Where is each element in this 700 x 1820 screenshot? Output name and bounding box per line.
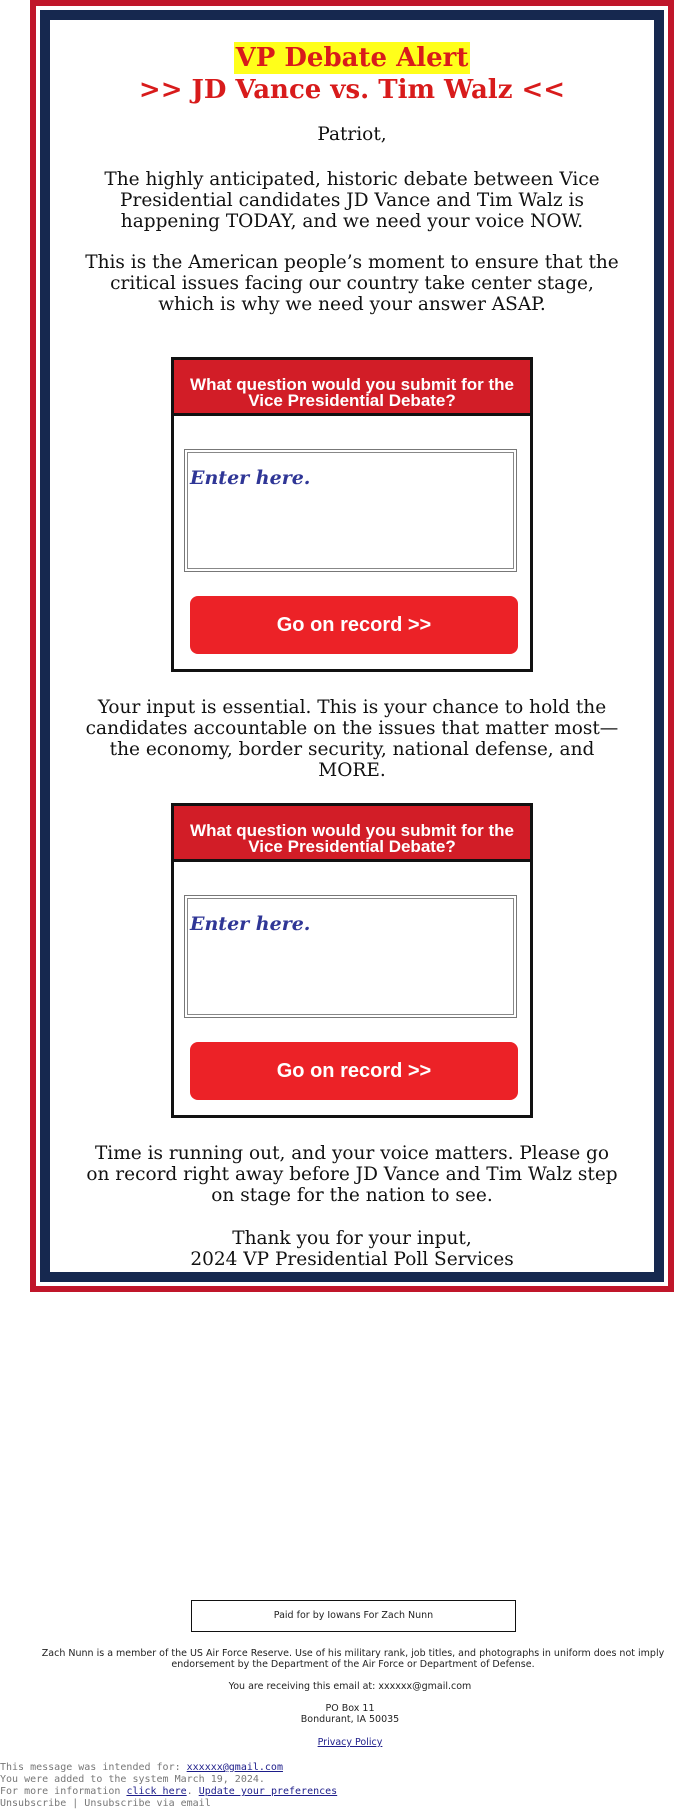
intended-line — [0, 1762, 283, 1774]
added-line: You were added to the system March 19, 2024. — [0, 1774, 265, 1785]
intended-email-link[interactable]: xxxxxx@gmail.com — [186, 1762, 283, 1773]
unsubscribe-link[interactable]: Unsubscribe — [0, 1798, 67, 1809]
intro-paragraph: The highly anticipated, historic debate between Vice Presidential candidates JD Vance and Tim Walz is happening TODAY, and we need your voice NOW. — [104, 169, 600, 232]
input-essential-paragraph: Your input is essential. This is your chance to hold the candidates accountable on the issues that matter most—the economy, border security, national defense, and MORE. — [85, 697, 619, 781]
click-here-link[interactable]: click here — [126, 1786, 187, 1797]
paid-for-disclaimer: Paid for by Iowans For Zach Nunn — [191, 1600, 516, 1632]
go-on-record-button[interactable]: Go on record >> — [190, 1042, 518, 1100]
question-input[interactable] — [184, 895, 517, 1018]
moment-paragraph: This is the American people’s moment to ensure that the critical issues facing our country take center stage, which is why we need your answer ASAP. — [85, 252, 619, 315]
question-heading: What question would you submit for the Vice Presidential Debate? — [174, 360, 530, 416]
unsubscribe-email-link[interactable]: Unsubscribe via email — [84, 1798, 211, 1809]
update-preferences-link[interactable]: Update your preferences — [198, 1786, 338, 1797]
signoff-sender: 2024 VP Presidential Poll Services — [190, 1249, 514, 1270]
more-info-line — [0, 1786, 337, 1798]
separator: . — [186, 1786, 199, 1797]
privacy-policy-link[interactable]: Privacy Policy — [317, 1737, 383, 1748]
pipe-separator: | — [66, 1798, 85, 1809]
question-input-placeholder[interactable]: Enter here. — [187, 898, 514, 1015]
question-input[interactable] — [184, 449, 517, 572]
receiving-email-line: You are receiving this email at: xxxxxx@gmail.com — [228, 1681, 472, 1692]
unsubscribe-line — [0, 1798, 211, 1810]
email-content — [52, 20, 652, 315]
alert-title: VP Debate Alert — [235, 43, 469, 73]
more-info-label: For more information — [0, 1786, 127, 1797]
alert-subtitle: >> JD Vance vs. Tim Walz << — [138, 75, 566, 105]
intended-label: This message was intended for: — [0, 1762, 187, 1773]
question-input-placeholder[interactable]: Enter here. — [187, 452, 514, 569]
question-heading: What question would you submit for the Vice Presidential Debate? — [174, 806, 530, 862]
military-disclaimer: Zach Nunn is a member of the US Air Force Reserve. Use of his military rank, job titles, and photographs in uniform does not imply endorsement by the Department of the Air Force or Department of Defense. — [41, 1648, 665, 1670]
signoff-thanks: Thank you for your input, — [232, 1228, 472, 1249]
greeting: Patriot, — [317, 124, 387, 145]
address-line-2: Bondurant, IA 50035 — [300, 1714, 400, 1725]
time-running-out-paragraph: Time is running out, and your voice matters. Please go on record right away before JD Vance and Tim Walz step on stage for the nation to see. — [86, 1143, 618, 1206]
address-line-1: PO Box 11 — [325, 1703, 375, 1714]
question-module-1 — [171, 357, 533, 672]
go-on-record-button[interactable]: Go on record >> — [190, 596, 518, 654]
question-module-2 — [171, 803, 533, 1118]
